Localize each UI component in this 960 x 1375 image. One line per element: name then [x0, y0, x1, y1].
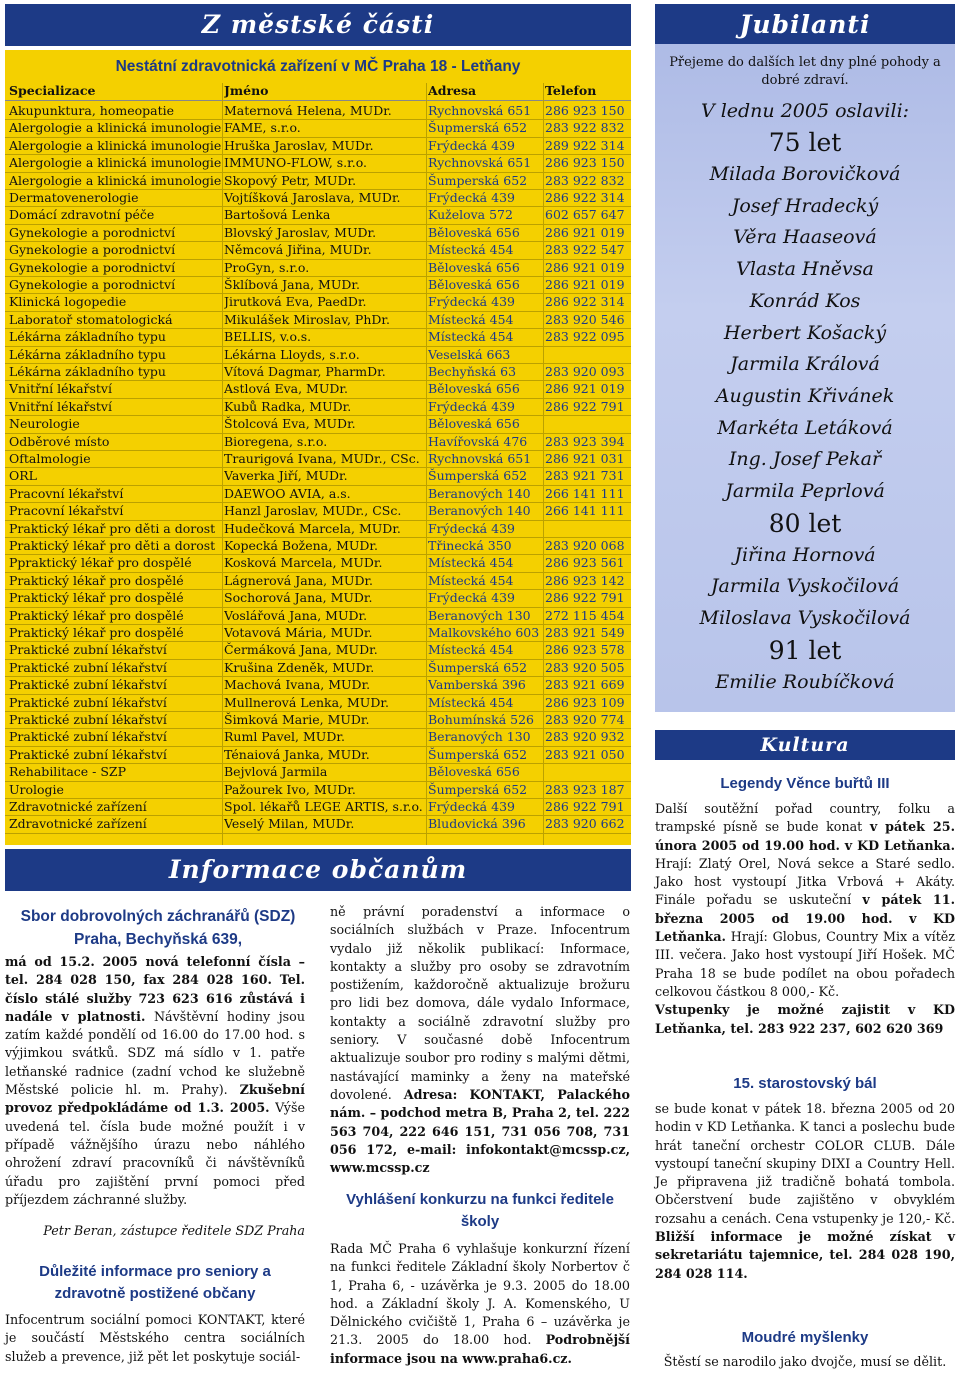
cell-telefon: 283 920 093: [545, 364, 625, 379]
cell-adresa: Bludovická 396: [428, 816, 526, 832]
table-row: [5, 589, 631, 607]
cell-adresa: Frýdecká 439: [428, 398, 515, 414]
cell-adresa: Místecká 454: [428, 311, 514, 327]
cell-jmeno: Bartošová Lenka: [224, 207, 331, 223]
cell-specializace: Praktický lékař pro dospělé: [9, 590, 184, 606]
cell-jmeno: Jirutková Eva, PaedDr.: [224, 294, 367, 310]
jubilant-name: Jiřina Hornová: [734, 543, 876, 566]
cell-telefon: 286 921 019: [545, 277, 625, 292]
cell-jmeno: Šimková Marie, MUDr.: [224, 712, 370, 727]
mysleni-text: Štěstí se narodilo jako dvojče, musí se dělit.: [663, 1354, 947, 1369]
sdz-text: [5, 953, 305, 1209]
cell-specializace: Zdravotnické zařízení: [9, 816, 147, 832]
konkurz-heading: Vyhlášení konkurzu na funkci ředitele školy: [346, 1191, 614, 1230]
cell-adresa: Kuželova 572: [428, 207, 513, 223]
cell-specializace: Oftalmologie: [9, 451, 91, 466]
cell-telefon: 283 921 669: [545, 677, 625, 693]
cell-telefon: 283 923 187: [545, 781, 625, 797]
table-row: [5, 798, 631, 816]
cell-telefon: 283 921 731: [545, 468, 625, 484]
cell-adresa: Malkovského 603: [428, 625, 540, 640]
cell-telefon: 283 922 832: [545, 172, 625, 188]
cell-telefon: 286 921 019: [545, 381, 625, 397]
cell-jmeno: Vojtíšková Jaroslava, MUDr.: [224, 190, 401, 205]
cell-jmeno: Němcová Jiřina, MUDr.: [224, 242, 372, 258]
cell-adresa: Frýdecká 439: [428, 137, 515, 153]
cell-telefon: 286 923 150: [545, 103, 625, 118]
cell-jmeno: Voslářová Jana, MUDr.: [224, 607, 368, 623]
table-row: [5, 572, 631, 590]
jubilant-name: Herbert Košacký: [723, 321, 887, 344]
cell-adresa: Šumperská 652: [428, 746, 528, 762]
cell-telefon: 286 923 142: [545, 572, 625, 588]
table-row: [5, 711, 631, 729]
cell-telefon: 602 657 647: [545, 207, 625, 223]
cell-specializace: Pracovní lékařství: [9, 503, 124, 519]
cell-jmeno: Veselý Milan, MUDr.: [224, 816, 355, 832]
table-row: [5, 415, 631, 433]
table-row: [5, 694, 631, 712]
cell-adresa: Místecká 454: [428, 694, 514, 710]
cell-jmeno: Skopový Petr, MUDr.: [224, 172, 357, 188]
table-row: [5, 172, 631, 190]
table-row: [5, 781, 631, 799]
jubilant-name: Josef Hradecký: [731, 194, 879, 217]
cell-specializace: Gynekologie a porodnictví: [9, 224, 176, 240]
cell-jmeno: Kubů Radka, MUDr.: [224, 398, 352, 414]
cell-specializace: Praktické zubní lékařství: [9, 677, 167, 693]
cell-adresa: Bohumínská 526: [428, 712, 534, 727]
table-row: [5, 380, 631, 398]
cell-adresa: Běloveská 656: [428, 259, 520, 275]
cell-jmeno: Kopecká Božena, MUDr.: [224, 538, 379, 553]
table-row: [5, 607, 631, 625]
konkurz-text-bold: Podrobnější informace jsou na www.praha6.cz.: [330, 1332, 630, 1366]
cell-adresa: Havířovská 476: [428, 433, 528, 449]
legendy-t3: Hrají: Globus, Country Mix a vítěz III. večera. Jako host vystoupí Jiří Hošek. MČ Praha 18 se bude podílet na obou pořadech celkovou částkou 8 000,- Kč.: [655, 929, 955, 999]
table-row: [5, 502, 631, 520]
cell-jmeno: Hanzl Jaroslav, MUDr., CSc.: [224, 503, 402, 519]
table-row: [5, 554, 631, 572]
cell-jmeno: Kosková Marcela, MUDr.: [224, 555, 383, 571]
cell-telefon: 272 115 454: [545, 607, 625, 623]
cell-specializace: Domácí zdravotní péče: [9, 207, 155, 223]
table-row: [5, 485, 631, 503]
jubilant-name: Markéta Letáková: [717, 416, 893, 439]
cell-specializace: Praktické zubní lékařství: [9, 712, 167, 727]
jubilant-name: Emilie Roubíčková: [715, 670, 895, 693]
cell-jmeno: Blovský Jaroslav, MUDr.: [224, 224, 377, 240]
cell-jmeno: BELLIS, v.o.s.: [224, 329, 312, 345]
cell-specializace: Gynekologie a porodnictví: [9, 277, 176, 292]
table-row: [5, 311, 631, 329]
jubilant-name: Jarmila Králová: [730, 353, 880, 376]
sdz-heading: Sbor dobrovolných záchranářů (SDZ) Praha, Bechyňská 639,: [20, 908, 296, 948]
cell-adresa: Běloveská 656: [428, 381, 520, 397]
table-title: Nestátní zdravotnická zařízení v MČ Praha 18 - Letňany: [115, 58, 521, 75]
cell-adresa: Místecká 454: [428, 572, 514, 588]
cell-jmeno: ProGyn, s.r.o.: [224, 259, 310, 275]
table-row: [5, 102, 631, 120]
cell-telefon: 283 920 505: [545, 659, 625, 675]
cell-telefon: 283 920 774: [545, 712, 625, 727]
cell-specializace: Gynekologie a porodnictví: [9, 242, 176, 258]
cell-jmeno: Machová Ivana, MUDr.: [224, 677, 371, 693]
cell-specializace: Alergologie a klinická imunologie: [9, 155, 221, 171]
cell-specializace: Praktický lékař pro děti a dorost: [9, 520, 216, 536]
cell-telefon: 289 922 314: [545, 137, 625, 153]
table-header: [5, 83, 631, 101]
infocentrum-text: [330, 903, 630, 1177]
cell-adresa: Třinecká 350: [428, 538, 512, 553]
cell-telefon: 283 920 068: [545, 538, 625, 553]
cell-telefon: 283 923 394: [545, 433, 625, 449]
cell-specializace: Ppraktický lékař pro dospělé: [9, 555, 192, 571]
table-row: [5, 520, 631, 538]
cell-jmeno: Bioregena, s.r.o.: [224, 433, 328, 449]
cell-adresa: Bechyňská 63: [428, 364, 517, 379]
cell-telefon: 283 920 932: [545, 729, 625, 745]
cell-adresa: Frýdecká 439: [428, 190, 515, 205]
cell-specializace: Alergologie a klinická imunologie: [9, 172, 221, 188]
jubilanti-intro: Přejeme do dalších let dny plné pohody a dobré zdraví.: [669, 55, 941, 88]
cell-telefon: 283 921 050: [545, 746, 625, 762]
jubilanti-age-heading: 75 let: [768, 128, 842, 157]
legendy-b3: Vstupenky je možné zajistit v KD Letňanka, tel. 283 922 237, 602 620 369: [655, 1002, 955, 1036]
cell-adresa: Běloveská 656: [428, 764, 520, 780]
cell-adresa: Frýdecká 439: [428, 799, 515, 814]
table-row: [5, 259, 631, 277]
jubilanti-age-heading: 80 let: [768, 508, 842, 538]
jubilanti-age-heading: 91 let: [768, 635, 842, 665]
cell-telefon: 266 141 111: [545, 503, 625, 519]
cell-adresa: Rychnovská 651: [428, 155, 532, 171]
cell-telefon: 283 920 546: [545, 311, 625, 327]
sdz-text-bold2: Zkušební provoz předpokládáme od 1.3. 2005.: [5, 1082, 305, 1116]
cell-telefon: 283 921 549: [545, 625, 625, 640]
table-row: [5, 363, 631, 381]
legendy-b2: v pátek 11. března 2005 od 19.00 hod. v KD Letňanka.: [655, 892, 955, 945]
cell-adresa: Běloveská 656: [428, 277, 520, 292]
cell-jmeno: Štolcová Eva, MUDr.: [224, 416, 356, 432]
legendy-t1: Další soutěžní pořad country, folku a trampské písně se bude konat: [655, 801, 955, 835]
infocentrum-text-regular: ně právní poradenství a informace o sociálních službách v Praze. Infocentrum vydalo již několik publikací: Informace, kontakty a služby pro osoby se zdravotním postižením, každoročně aktualizuje brožuru pro lidi bez domova, dále vydalo Informace, kontakty a sociálně zdravotní služby pro seniory. V současné době Infocentrum aktualizuje soubor pro rodiny s malými dětmi, nastávající maminky a ženy na mateřské dovolené.: [330, 904, 630, 1102]
cell-specializace: Alergologie a klinická imunologie: [9, 120, 221, 136]
cell-adresa: Šumperská 652: [428, 659, 528, 675]
ples-text-bold: Bližší informace je možné získat v sekretariátu tajemnice, tel. 284 028 190, 284 028 114.: [655, 1229, 955, 1281]
sdz-text-reg1: Návštěvní hodiny jsou zatím každé pondělí od 16.00 do 17.00 hod. s výjimkou svátků. SDZ má sídlo v 1. patře letňanské radnice (zadní vchod ke služebně Městské policie hl. m. Prahy).: [5, 1008, 305, 1098]
table-row: [5, 398, 631, 416]
cell-telefon: 286 921 019: [545, 259, 625, 275]
cell-jmeno: Čermáková Jana, MUDr.: [224, 642, 378, 658]
cell-specializace: Alergologie a klinická imunologie: [9, 137, 221, 153]
cell-adresa: Frýdecká 439: [428, 590, 515, 606]
table-row: [5, 241, 631, 259]
cell-specializace: Urologie: [9, 781, 64, 797]
cell-jmeno: Hudečková Marcela, MUDr.: [224, 520, 401, 536]
cell-specializace: Vnitřní lékařství: [9, 381, 112, 397]
table-row: [5, 346, 631, 364]
cell-jmeno: Šklíbová Jana, MUDr.: [224, 277, 360, 292]
ples-text: [655, 1100, 955, 1283]
cell-jmeno: Mullnerová Lenka, MUDr.: [224, 694, 389, 710]
cell-specializace: Rehabilitace - SZP: [9, 764, 127, 780]
jubilant-name: Věra Haaseová: [733, 226, 877, 249]
cell-telefon: 286 922 791: [545, 799, 625, 814]
sdz-signature: Petr Beran, zástupce ředitele SDZ Praha: [43, 1223, 305, 1238]
cell-adresa: Běloveská 656: [428, 416, 520, 432]
cell-telefon: 266 141 111: [545, 485, 625, 501]
header-adresa: Adresa: [428, 83, 477, 98]
cell-specializace: ORL: [9, 468, 37, 484]
cell-adresa: Místecká 454: [428, 642, 514, 658]
table-row: [5, 276, 631, 294]
cell-jmeno: Hruška Jaroslav, MUDr.: [224, 137, 374, 153]
header-jmeno: Jméno: [224, 83, 269, 98]
cell-jmeno: Maternová Helena, MUDr.: [224, 103, 392, 118]
cell-jmeno: Lékárna Lloyds, s.r.o.: [224, 346, 360, 362]
cell-adresa: Šupmerská 652: [428, 120, 528, 136]
seniori-heading: Důležité informace pro seniory a zdravotně postižené občany: [39, 1263, 271, 1302]
cell-specializace: Vnitřní lékařství: [9, 398, 112, 414]
cell-telefon: 286 922 791: [545, 398, 625, 414]
legendy-text: [655, 800, 955, 1038]
cell-specializace: Lékárna základního typu: [9, 329, 166, 345]
cell-telefon: 286 922 791: [545, 590, 625, 606]
cell-specializace: Praktický lékař pro děti a dorost: [9, 538, 216, 553]
cell-specializace: Praktické zubní lékařství: [9, 729, 167, 745]
cell-telefon: 286 923 578: [545, 642, 625, 658]
table-row: [5, 293, 631, 311]
sdz-text-bold1: má od 15.2. 2005 nová telefonní čísla – tel. 284 028 150, fax 284 028 160. Tel. číslo stálé služby 723 623 616 zůstává i nadále v platnosti.: [5, 954, 305, 1024]
cell-jmeno: Mikulášek Miroslav, PhDr.: [224, 311, 390, 327]
cell-specializace: Klinická logopedie: [9, 294, 127, 310]
cell-specializace: Akupunktura, homeopatie: [9, 103, 175, 118]
banner-kultura: Kultura: [655, 730, 955, 760]
seniori-text: Infocentrum sociální pomoci KONTAKT, které je součástí Městského centra sociálních služeb a prevence, již pět let poskytuje sociál-: [5, 1312, 305, 1364]
jubilant-name: Jarmila Peprlová: [725, 480, 885, 502]
cell-jmeno: Traurigová Ivana, MUDr., CSc.: [224, 451, 420, 466]
cell-jmeno: Spol. lékařů LEGE ARTIS, s.r.o.: [224, 799, 423, 814]
cell-specializace: Praktické zubní lékařství: [9, 746, 167, 762]
table-row: [5, 624, 631, 642]
cell-adresa: Místecká 454: [428, 242, 514, 258]
cell-telefon: 283 922 547: [545, 242, 625, 258]
cell-adresa: Běloveská 656: [428, 224, 520, 240]
healthcare-table: [5, 50, 631, 845]
cell-telefon: 286 922 314: [545, 190, 625, 205]
cell-jmeno: Lágnerová Jana, MUDr.: [224, 572, 374, 588]
jubilant-name: Augustin Křivánek: [715, 384, 895, 407]
banner-informace-obcanum: Informace občanům: [5, 849, 631, 891]
legendy-heading: Legendy Věnce buřtů III: [720, 775, 890, 792]
jubilanti-panel: [655, 44, 955, 712]
cell-adresa: Beranových 140: [428, 503, 531, 519]
table-row: [5, 467, 631, 485]
cell-specializace: Praktický lékař pro dospělé: [9, 607, 184, 623]
cell-specializace: Laboratoř stomatologická: [9, 311, 173, 327]
cell-specializace: Zdravotnické zařízení: [9, 799, 147, 814]
cell-jmeno: IMMUNO-FLOW, s.r.o.: [224, 155, 368, 171]
cell-jmeno: Bejvlová Jarmila: [224, 764, 328, 780]
banner-jubilanti: Jubilanti: [655, 4, 955, 46]
cell-specializace: Praktické zubní lékařství: [9, 659, 167, 675]
cell-adresa: Rychnovská 651: [428, 103, 532, 118]
table-row: [5, 189, 631, 207]
cell-specializace: Praktické zubní lékařství: [9, 694, 167, 710]
infocentrum-text-bold: Adresa: KONTAKT, Palackého nám. – podchod metra B, Praha 2, tel. 222 563 704, 222 646 151, 731 056 708, 731 056 172, e-mail: infokontakt@mcssp.cz, www.mcssp.cz: [330, 1086, 630, 1176]
cell-telefon: 286 922 314: [545, 294, 625, 310]
table-row: [5, 450, 631, 468]
cell-telefon: 283 922 095: [545, 329, 625, 345]
cell-jmeno: Ruml Pavel, MUDr.: [224, 729, 345, 745]
ples-heading: 15. starostovský bál: [733, 1075, 877, 1092]
cell-specializace: Lékárna základního typu: [9, 346, 166, 362]
cell-adresa: Beranových 130: [428, 729, 531, 745]
cell-telefon: 286 923 109: [545, 694, 625, 710]
cell-telefon: 283 922 832: [545, 120, 625, 136]
jubilant-name: Konrád Kos: [749, 289, 861, 312]
cell-adresa: Beranových 140: [428, 485, 531, 501]
cell-specializace: Odběrové místo: [9, 433, 110, 449]
mysleni-heading: Moudré myšlenky: [741, 1329, 869, 1346]
jubilant-name: Miloslava Vyskočilová: [699, 607, 911, 630]
cell-adresa: Veselská 663: [428, 346, 511, 362]
cell-adresa: Místecká 454: [428, 555, 514, 571]
jubilant-name: Vlasta Hněvsa: [736, 258, 874, 281]
table-row: [5, 206, 631, 224]
table-row: [5, 676, 631, 694]
cell-adresa: Frýdecká 439: [428, 520, 515, 536]
cell-specializace: Praktický lékař pro dospělé: [9, 625, 184, 640]
cell-jmeno: Pažourek Ivo, MUDr.: [224, 781, 356, 797]
ples-text-regular: se bude konat v pátek 18. března 2005 od 20 hodin v KD Letňanka. K tanci a poslechu bude hrát taneční orchestr COLOR CLUB. Dále vystoupí taneční skupiny DIXI a Country Hell. Je připravena již tradičně bohatá tombola. Občerstvení bude zajištěno v obvyklém rozsahu a cenách. Cena vstupenky je 120,- Kč.: [655, 1101, 955, 1226]
jubilanti-month: V lednu 2005 oslavili:: [700, 100, 910, 122]
cell-specializace: Gynekologie a porodnictví: [9, 259, 176, 275]
cell-telefon: 286 921 019: [545, 224, 625, 240]
sdz-text-reg2: Výše uvedená tel. čísla bude možné použít i v případě vážnějšího úrazu nebo náhlého ohrožení zdraví pracovníků či návštěvníků úřadu pro zajištění první pomoci před příjezdem záchranné služby.: [5, 1100, 305, 1207]
table-row: [5, 815, 631, 833]
cell-specializace: Lékárna základního typu: [9, 364, 166, 379]
table-row: [5, 641, 631, 659]
cell-jmeno: Ténaiová Janka, MUDr.: [224, 746, 370, 762]
cell-jmeno: Votavová Mária, MUDr.: [224, 625, 373, 640]
banner-mestske-casti: Z městské části: [5, 4, 631, 46]
legendy-t2: Hrají: Zlatý Orel, Nová sekce a Staré sedlo. Jako host vystoupí Jitka Vrbová + Akáty. Finále pořadu se uskuteční: [655, 855, 955, 908]
cell-telefon: 286 923 561: [545, 555, 625, 571]
cell-adresa: Vamberská 396: [428, 677, 526, 693]
table-row: [5, 659, 631, 677]
cell-jmeno: DAEWOO AVIA, a.s.: [224, 485, 351, 501]
cell-specializace: Dermatovenerologie: [9, 190, 139, 205]
cell-specializace: Pracovní lékařství: [9, 485, 124, 501]
table-row: [5, 433, 631, 451]
jubilant-name: Milada Borovičková: [709, 163, 901, 185]
header-telefon: Telefon: [545, 83, 597, 98]
cell-adresa: Beranových 130: [428, 607, 531, 623]
cell-adresa: Šumperská 652: [428, 172, 528, 188]
cell-telefon: 286 921 031: [545, 451, 625, 466]
cell-specializace: Neurologie: [9, 416, 80, 432]
cell-telefon: 286 923 150: [545, 155, 625, 171]
cell-adresa: Rychnovská 651: [428, 451, 532, 466]
header-specializace: Specializace: [9, 83, 96, 98]
cell-specializace: Praktický lékař pro dospělé: [9, 572, 184, 588]
table-row: [5, 224, 631, 242]
cell-jmeno: Sochorová Jana, MUDr.: [224, 590, 373, 606]
jubilant-name: Jarmila Vyskočilová: [710, 575, 900, 598]
cell-adresa: Frýdecká 439: [428, 294, 515, 310]
cell-specializace: Praktické zubní lékařství: [9, 642, 167, 658]
konkurz-text: [330, 1240, 630, 1368]
cell-jmeno: FAME, s.r.o.: [224, 120, 301, 136]
table-row: [5, 537, 631, 555]
cell-adresa: Šumperská 652: [428, 781, 528, 797]
table-row: [5, 746, 631, 764]
table-row: [5, 328, 631, 346]
jubilant-name: Ing. Josef Pekař: [728, 448, 882, 471]
table-row: [5, 763, 631, 781]
table-row: [5, 154, 631, 172]
cell-telefon: 283 920 662: [545, 816, 625, 832]
table-row: [5, 728, 631, 746]
cell-adresa: Šumperská 652: [428, 468, 528, 484]
cell-jmeno: Astlová Eva, MUDr.: [224, 381, 348, 397]
cell-adresa: Místecká 454: [428, 329, 514, 345]
cell-jmeno: Vaverka Jiří, MUDr.: [224, 468, 348, 484]
konkurz-text-regular: Rada MČ Praha 6 vyhlašuje konkurzní řízení na funkci ředitele Základní školy Norbertov č 1, Praha 6, - uzávěrka je 9.3. 2005 do 18.00 hod. a Základní školy J. A. Komenského, U Dělnického cvičiště 1, Praha 6 – uzávěrka je 21.3. 2005 do 18.00 hod.: [330, 1241, 630, 1348]
cell-jmeno: Krušina Zdeněk, MUDr.: [224, 659, 375, 675]
table-row: [5, 137, 631, 155]
cell-jmeno: Vítová Dagmar, PharmDr.: [224, 364, 386, 379]
legendy-b1: v pátek 25. února 2005 od 19.00 hod. v KD Letňanka.: [655, 819, 955, 853]
table-row: [5, 119, 631, 137]
